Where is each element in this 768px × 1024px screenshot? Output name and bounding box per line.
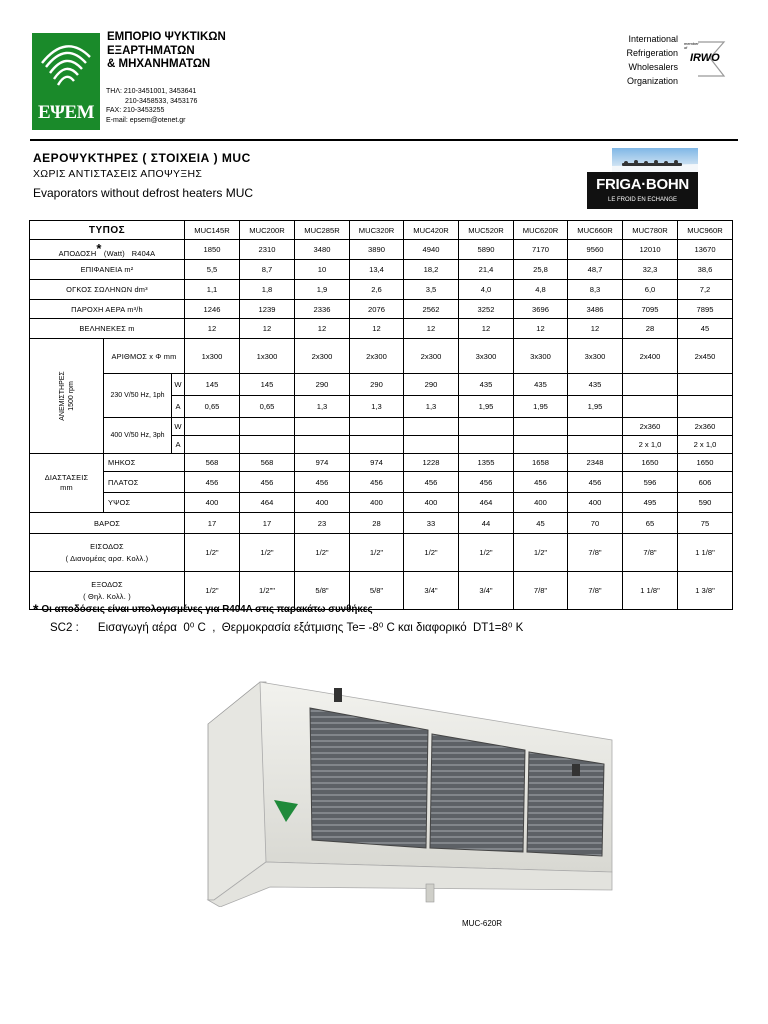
a1-cell: 0,65 (185, 396, 240, 418)
a3-cell (295, 436, 350, 454)
width-cell: 456 (350, 472, 404, 493)
table-row (30, 300, 733, 319)
value-cell: 12 (185, 319, 240, 339)
w1-cell: 435 (514, 374, 568, 396)
inlet-cell: 1 1/8" (678, 534, 733, 572)
outlet-cell: 5/8" (295, 572, 350, 610)
w1-cell: 145 (240, 374, 295, 396)
weight-label: ΒΑΡΟΣ (30, 513, 185, 534)
footnote (33, 601, 373, 617)
a3-cell (459, 436, 514, 454)
capacity-cell: 12010 (623, 240, 678, 260)
w1-cell (623, 374, 678, 396)
product-caption: MUC-620R (462, 919, 503, 928)
irwo-member-text: member of (684, 41, 699, 50)
fan-count-cell: 2x300 (404, 339, 459, 374)
table-row (30, 319, 733, 339)
capacity-label-text: ΑΠΟΔΟΣΗ (58, 249, 97, 258)
inlet-sub: ( Διανομέας αρσ. Κολλ.) (65, 553, 149, 563)
value-cell: 45 (678, 319, 733, 339)
value-cell: 38,6 (678, 260, 733, 280)
value-cell: 25,8 (514, 260, 568, 280)
evaporator-unit-icon (200, 672, 620, 907)
fans-rpm: 1500 rpm (67, 381, 75, 411)
model-header: MUC780R (623, 221, 678, 240)
fax: FAX: 210-3453255 (106, 107, 165, 115)
w3-cell (185, 418, 240, 436)
w3-cell: 2x360 (678, 418, 733, 436)
value-cell: 13,4 (350, 260, 404, 280)
a1-cell: 1,95 (459, 396, 514, 418)
husky-sled-icon (612, 148, 698, 172)
value-cell: 12 (295, 319, 350, 339)
dimensions-unit: mm (60, 483, 73, 492)
a3-cell (404, 436, 459, 454)
w1-cell: 435 (568, 374, 623, 396)
length-cell: 1355 (459, 454, 514, 472)
value-cell: 12 (404, 319, 459, 339)
weight-cell: 17 (185, 513, 240, 534)
w3-cell (514, 418, 568, 436)
capacity-cell: 13670 (678, 240, 733, 260)
height-cell: 400 (185, 493, 240, 513)
type-header: ΤΥΠΟΣ (30, 221, 185, 240)
value-cell: 12 (514, 319, 568, 339)
irwo-line: Organization (626, 76, 678, 86)
inlet-cell: 1/2" (459, 534, 514, 572)
spec-table (29, 220, 733, 610)
value-cell: 21,4 (459, 260, 514, 280)
outlet-cell: 1 3/8" (678, 572, 733, 610)
w1-cell: 290 (404, 374, 459, 396)
company-name-line: & ΜΗΧΑΝΗΜΑΤΩΝ (107, 58, 211, 70)
fan-count-cell: 2x300 (350, 339, 404, 374)
weight-cell: 44 (459, 513, 514, 534)
brand-name: FRIGA·BOHN (596, 176, 689, 193)
a3-cell: 2 x 1,0 (623, 436, 678, 454)
table-row (30, 280, 733, 300)
model-header: MUC285R (295, 221, 350, 240)
email[interactable]: E-mail: epsem@otenet.gr (106, 116, 186, 124)
value-cell: 3,5 (404, 280, 459, 300)
value-cell: 5,5 (185, 260, 240, 280)
phone-2: 210-3458533, 3453176 (125, 97, 198, 105)
w3-cell (404, 418, 459, 436)
company-name-line: ΕΞΑΡΤΗΜΑΤΩΝ (107, 44, 195, 57)
a1-cell: 1,3 (404, 396, 459, 418)
inlet-cell: 1/2" (185, 534, 240, 572)
value-cell: 32,3 (623, 260, 678, 280)
model-header: MUC320R (350, 221, 404, 240)
header-rule (30, 139, 738, 141)
footnote-text: Οι αποδόσεις είναι υπολογισμένες για R404A στις παρακάτω συνθήκες (41, 604, 373, 615)
value-cell: 18,2 (404, 260, 459, 280)
height-cell: 495 (623, 493, 678, 513)
weight-cell: 33 (404, 513, 459, 534)
value-cell: 4,8 (514, 280, 568, 300)
outlet-label-text: ΕΞΟΔΟΣ (91, 579, 123, 589)
table-row (30, 534, 733, 572)
w1-cell: 435 (459, 374, 514, 396)
weight-cell: 65 (623, 513, 678, 534)
capacity-label (30, 240, 185, 260)
length-cell: 1658 (514, 454, 568, 472)
irwo-text (600, 32, 678, 88)
irwo-logo (684, 40, 736, 78)
weight-cell: 70 (568, 513, 623, 534)
value-cell: 4,0 (459, 280, 514, 300)
brand-photo (612, 148, 698, 172)
value-cell: 1,9 (295, 280, 350, 300)
a3-cell (240, 436, 295, 454)
value-cell: 28 (623, 319, 678, 339)
a3-cell: 2 x 1,0 (678, 436, 733, 454)
row-label: ΟΓΚΟΣ ΣΩΛΗΝΩΝ dm³ (30, 280, 185, 300)
w3-cell (459, 418, 514, 436)
phone-1: ΤΗΛ: 210-3451001, 3453641 (106, 88, 197, 95)
inlet-cell: 1/2" (350, 534, 404, 572)
fan-count-cell: 3x300 (568, 339, 623, 374)
row-label: ΠΑΡΟΧΗ ΑΕΡΑ m³/h (30, 300, 185, 319)
fan-count-cell: 1x300 (185, 339, 240, 374)
length-cell: 568 (240, 454, 295, 472)
inlet-cell: 1/2" (295, 534, 350, 572)
fan-count-label: ΑΡΙΘΜΟΣ x Φ mm (104, 339, 185, 374)
length-cell: 2348 (568, 454, 623, 472)
capacity-cell: 3480 (295, 240, 350, 260)
length-cell: 1650 (678, 454, 733, 472)
model-header: MUC660R (568, 221, 623, 240)
outlet-cell: 1 1/8" (623, 572, 678, 610)
outlet-cell: 3/4" (404, 572, 459, 610)
company-name-line: ΕΜΠΟΡΙΟ ΨΥΚΤΙΚΩΝ (107, 31, 226, 43)
w3-cell (568, 418, 623, 436)
a1-cell: 0,65 (240, 396, 295, 418)
capacity-unit: (Watt) (103, 249, 125, 258)
width-cell: 456 (185, 472, 240, 493)
model-header: MUC145R (185, 221, 240, 240)
product-image (200, 672, 620, 907)
outlet-cell: 7/8" (514, 572, 568, 610)
a1-cell (678, 396, 733, 418)
three-phase-label: 400 V/50 Hz, 3ph (104, 418, 172, 454)
height-cell: 400 (568, 493, 623, 513)
value-cell: 1246 (185, 300, 240, 319)
a1-cell: 1,95 (568, 396, 623, 418)
capacity-cell: 7170 (514, 240, 568, 260)
w3-cell (240, 418, 295, 436)
inlet-cell: 7/8" (623, 534, 678, 572)
company-logo (32, 33, 100, 130)
footnote-star: * (33, 601, 39, 617)
width-cell: 456 (514, 472, 568, 493)
amp-unit: A (172, 396, 185, 418)
fan-count-cell: 2x450 (678, 339, 733, 374)
irwo-line: Refrigeration (626, 48, 678, 58)
width-cell: 606 (678, 472, 733, 493)
width-cell: 456 (295, 472, 350, 493)
model-header: MUC200R (240, 221, 295, 240)
value-cell: 1239 (240, 300, 295, 319)
a3-cell (514, 436, 568, 454)
inlet-label (30, 534, 185, 572)
a1-cell (623, 396, 678, 418)
friga-bohn-logo (587, 172, 698, 209)
table-row (30, 339, 733, 374)
capacity-gas: R404A (131, 249, 156, 258)
a3-cell (350, 436, 404, 454)
width-cell: 456 (459, 472, 514, 493)
length-cell: 1228 (404, 454, 459, 472)
fan-count-cell: 2x300 (295, 339, 350, 374)
value-cell: 12 (459, 319, 514, 339)
weight-cell: 28 (350, 513, 404, 534)
length-cell: 568 (185, 454, 240, 472)
a3-cell (568, 436, 623, 454)
inlet-cell: 1/2" (240, 534, 295, 572)
width-cell: 456 (240, 472, 295, 493)
value-cell: 7,2 (678, 280, 733, 300)
irwo-logo-text: IRWO (690, 52, 720, 64)
fan-count-cell: 3x300 (514, 339, 568, 374)
logo-text: ΕΨΕΜ (37, 102, 95, 123)
outlet-cell: 3/4" (459, 572, 514, 610)
weight-cell: 45 (514, 513, 568, 534)
capacity-cell: 1850 (185, 240, 240, 260)
model-header: MUC620R (514, 221, 568, 240)
length-cell: 974 (295, 454, 350, 472)
outlet-cell: 1/2"" (240, 572, 295, 610)
weight-cell: 17 (240, 513, 295, 534)
length-cell: 1650 (623, 454, 678, 472)
height-cell: 464 (240, 493, 295, 513)
capacity-star: * (96, 241, 102, 256)
fan-count-cell: 3x300 (459, 339, 514, 374)
capacity-cell: 4940 (404, 240, 459, 260)
value-cell: 3252 (459, 300, 514, 319)
length-cell: 974 (350, 454, 404, 472)
amp-unit: A (172, 436, 185, 454)
w1-cell: 290 (295, 374, 350, 396)
inlet-cell: 7/8" (568, 534, 623, 572)
value-cell: 48,7 (568, 260, 623, 280)
height-cell: 464 (459, 493, 514, 513)
table-row (30, 221, 733, 240)
outlet-cell: 7/8" (568, 572, 623, 610)
page-title: ΑΕΡΟΨΥΚΤΗΡΕΣ ( ΣΤΟΙΧΕΙΑ ) MUC (33, 151, 251, 165)
value-cell: 2562 (404, 300, 459, 319)
value-cell: 2,6 (350, 280, 404, 300)
inlet-cell: 1/2" (404, 534, 459, 572)
row-label: ΒΕΛΗΝΕΚΕΣ m (30, 319, 185, 339)
w3-cell (295, 418, 350, 436)
outlet-cell: 1/2" (185, 572, 240, 610)
value-cell: 8,3 (568, 280, 623, 300)
height-cell: 400 (295, 493, 350, 513)
width-cell: 456 (568, 472, 623, 493)
fan-count-cell: 2x400 (623, 339, 678, 374)
outlet-sub: ( Θηλ. Κολλ. ) (83, 591, 131, 601)
inlet-cell: 1/2" (514, 534, 568, 572)
value-cell: 12 (240, 319, 295, 339)
brand-tagline: LE FROID EN ECHANGE (607, 197, 677, 203)
a1-cell: 1,95 (514, 396, 568, 418)
capacity-cell: 5890 (459, 240, 514, 260)
subtitle-english: Evaporators without defrost heaters MUC (33, 186, 254, 200)
length-label: ΜΗΚΟΣ (104, 454, 185, 472)
a3-cell (185, 436, 240, 454)
value-cell: 2336 (295, 300, 350, 319)
table-row (30, 493, 733, 513)
width-cell: 596 (623, 472, 678, 493)
dimensions-group-label (30, 454, 104, 513)
irwo-line: Wholesalers (628, 62, 678, 72)
value-cell: 12 (350, 319, 404, 339)
value-cell: 1,1 (185, 280, 240, 300)
table-row (30, 374, 733, 396)
logo-swirl-icon (32, 33, 100, 103)
conditions-note: SC2 : Εισαγωγή αέρα 0⁰ C , Θερμοκρασία εξάτμισης Te= -8⁰ C και διαφορικό DT1=8⁰ K (50, 622, 524, 634)
fans-group-name: ΑΝΕΜΙΣΤΗΡΕΣ (58, 371, 66, 421)
model-header: MUC420R (404, 221, 459, 240)
single-phase-label: 230 V/50 Hz, 1ph (104, 374, 172, 418)
fans-group-text (58, 371, 76, 421)
dimensions-group-name: ΔΙΑΣΤΑΣΕΙΣ (44, 473, 89, 482)
table-row (30, 454, 733, 472)
width-label: ΠΛΑΤΟΣ (104, 472, 185, 493)
table-row (30, 513, 733, 534)
capacity-cell: 9560 (568, 240, 623, 260)
row-label: ΕΠΙΦΑΝΕΙΑ m² (30, 260, 185, 280)
fans-group-label (30, 339, 104, 454)
model-header: MUC520R (459, 221, 514, 240)
value-cell: 7095 (623, 300, 678, 319)
contact-info (106, 87, 197, 125)
table-row (30, 240, 733, 260)
value-cell: 1,8 (240, 280, 295, 300)
watt-unit: W (172, 374, 185, 396)
table-row (30, 472, 733, 493)
a1-cell: 1,3 (295, 396, 350, 418)
height-cell: 590 (678, 493, 733, 513)
w3-cell: 2x360 (623, 418, 678, 436)
height-cell: 400 (404, 493, 459, 513)
table-row (30, 418, 733, 436)
width-cell: 456 (404, 472, 459, 493)
w1-cell: 290 (350, 374, 404, 396)
value-cell: 10 (295, 260, 350, 280)
weight-cell: 23 (295, 513, 350, 534)
value-cell: 2076 (350, 300, 404, 319)
value-cell: 12 (568, 319, 623, 339)
table-row (30, 260, 733, 280)
a1-cell: 1,3 (350, 396, 404, 418)
value-cell: 7895 (678, 300, 733, 319)
weight-cell: 75 (678, 513, 733, 534)
model-header: MUC960R (678, 221, 733, 240)
watt-unit: W (172, 418, 185, 436)
capacity-cell: 3890 (350, 240, 404, 260)
fan-count-cell: 1x300 (240, 339, 295, 374)
height-label: ΥΨΟΣ (104, 493, 185, 513)
value-cell: 6,0 (623, 280, 678, 300)
capacity-cell: 2310 (240, 240, 295, 260)
w1-cell: 145 (185, 374, 240, 396)
w3-cell (350, 418, 404, 436)
subtitle-greek: ΧΩΡΙΣ ΑΝΤΙΣΤΑΣΕΙΣ ΑΠΟΨΥΞΗΣ (33, 168, 203, 180)
w1-cell (678, 374, 733, 396)
inlet-label-text: ΕΙΣΟΔΟΣ (90, 541, 124, 551)
height-cell: 400 (350, 493, 404, 513)
irwo-line: International (628, 34, 678, 44)
value-cell: 3486 (568, 300, 623, 319)
value-cell: 3696 (514, 300, 568, 319)
height-cell: 400 (514, 493, 568, 513)
outlet-cell: 5/8" (350, 572, 404, 610)
company-name (107, 31, 226, 72)
value-cell: 8,7 (240, 260, 295, 280)
